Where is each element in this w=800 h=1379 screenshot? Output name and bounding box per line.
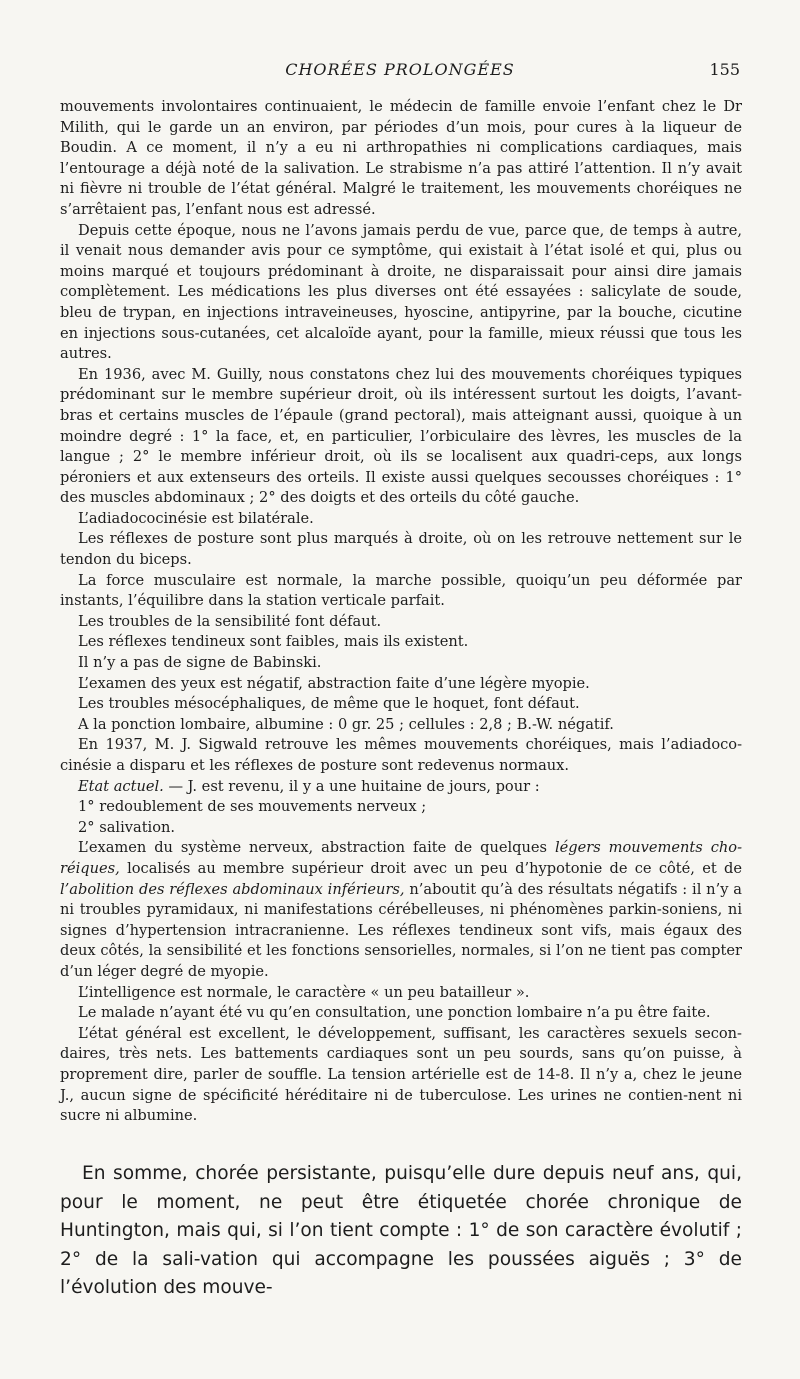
exam-text: n’aboutit qu’à des résultats négatifs : il n’y a ni troubles pyramidaux, ni manifestations cérébelleuses, ni phénomènes parkin-soniens, ni signes d’hypertension intracranienne. Les réflexes tendineux sont vifs, mais égaux des deux côtés, la sensibilité et les fonctions sensorielles, normales, si l’on ne tient pas compter d’un léger degré de myopie. (60, 880, 742, 980)
list-item: 2° salivation. (78, 818, 176, 836)
exam-text: L’examen du système nerveux, abstraction faite de quelques (78, 839, 555, 857)
body-text (60, 97, 742, 1127)
paragraph: L’examen des yeux est négatif, abstraction faite d’une légère myopie. (78, 674, 590, 692)
paragraph: L’état général est excellent, le développement, suffisant, les caractères sexuels secon-daires, très nets. Les battements cardiaques sont un peu sourds, sans qu’on puisse, à proprement dire, parler de souffle. La tension artérielle est de 14-8. Il n’y a, chez le jeune J., aucun signe de spécificité héréditaire ni de tuberculose. Les urines ne contien-nent ni sucre ni albumine. (60, 1024, 742, 1125)
paragraph: Depuis cette époque, nous ne l’avons jamais perdu de vue, parce que, de temps à autre, il venait nous demander avis pour ce symptôme, qui existait à l’état isolé et qui, plus ou moins marqué et toujours prédominant à droite, ne disparaissait pour ainsi dire jamais complètement. Les médications les plus diverses ont été essayées : salicylate de soude, bleu de trypan, en injections intraveineuses, hyoscine, antipyrine, par la bouche, cicutine en injections sous-cutanées, cet alcaloïde ayant, pour la famille, mieux réussi que tous les autres. (60, 221, 742, 363)
paragraph: Le malade n’ayant été vu qu’en consultation, une ponction lombaire n’a pu être faite. (78, 1004, 711, 1022)
paragraph: L’adiadococinésie est bilatérale. (78, 509, 314, 527)
paragraph: Les réflexes tendineux sont faibles, mais ils existent. (78, 633, 469, 651)
running-title: CHORÉES PROLONGÉES (285, 60, 515, 79)
paragraph: La force musculaire est normale, la marche possible, quoiqu’un peu déformée par instants, l’équilibre dans la station verticale parfait. (60, 571, 742, 610)
paragraph: En 1936, avec M. Guilly, nous constatons chez lui des mouvements choréiques typiques prédominant sur le membre supérieur droit, où ils intéressent surtout les doigts, l’avant-bras et certains muscles de l’épaule (grand pectoral), mais atteignant aussi, quoique à un moindre degré : 1° la face, et, en particulier, l’orbiculaire des lèvres, les muscles de la langue ; 2° le membre inférieur droit, où ils se localisent aux quadri-ceps, aux longs péroniers et aux extenseurs des orteils. Il existe aussi quelques secousses choréiques : 1° des muscles abdominaux ; 2° des doigts et des orteils du côté gauche. (60, 365, 742, 507)
paragraph: Les réflexes de posture sont plus marqués à droite, où on les retrouve nettement sur le tendon du biceps. (60, 530, 742, 569)
paragraph: A la ponction lombaire, albumine : 0 gr. 25 ; cellules : 2,8 ; B.-W. négatif. (78, 715, 614, 733)
conclusion-paragraph: En somme, chorée persistante, puisqu’elle dure depuis neuf ans, qui, pour le moment, ne peut être étiquetée chorée chronique de Huntington, mais qui, si l’on tient compte : 1° de son caractère évolutif ; 2° de la sali-vation qui accompagne les poussées aiguës ; 3° de l’évolution des mouve- (60, 1163, 742, 1298)
exam-text: localisés au membre supérieur droit avec un peu d’hypotonie de ce côté, et de (119, 859, 742, 877)
paragraph: Les troubles de la sensibilité font défaut. (78, 612, 382, 630)
exam-emphasis: légers mouvements cho-réiques, (60, 839, 743, 877)
page-number: 155 (709, 60, 740, 79)
exam-emphasis: l’abolition des réflexes abdominaux inférieurs, (60, 880, 405, 898)
list-item: 1° redoublement de ses mouvements nerveux ; (78, 798, 427, 816)
exam-paragraph (60, 838, 742, 982)
etat-actuel-label: Etat actuel. (78, 777, 164, 795)
paragraph: Les troubles mésocéphaliques, de même que le hoquet, font défaut. (78, 695, 580, 713)
paragraph: Il n’y a pas de signe de Babinski. (78, 654, 322, 672)
paragraph: L’intelligence est normale, le caractère « un peu batailleur ». (78, 983, 530, 1001)
paragraph: mouvements involontaires continuaient, le médecin de famille envoie l’enfant chez le Dr Milith, qui le garde un an environ, par périodes d’un mois, pour cures à la liqueur de Boudin. A ce moment, il n’y a eu ni arthropathies ni complications cardiaques, mais l’entourage a déjà noté de la salivation. Le strabisme n’a pas attiré l’attention. Il n’y avait ni fièvre ni trouble de l’état général. Malgré le traitement, les mouvements choréiques ne s’arrêtaient pas, l’enfant nous est adressé. (60, 98, 742, 218)
etat-actuel-text: — J. est revenu, il y a une huitaine de jours, pour : (163, 777, 540, 795)
paragraph: En 1937, M. J. Sigwald retrouve les mêmes mouvements choréiques, mais l’adiadoco-cinésie a disparu et les réflexes de posture sont redevenus normaux. (60, 736, 742, 774)
etat-actuel-paragraph (60, 777, 742, 798)
page-header (60, 60, 740, 86)
